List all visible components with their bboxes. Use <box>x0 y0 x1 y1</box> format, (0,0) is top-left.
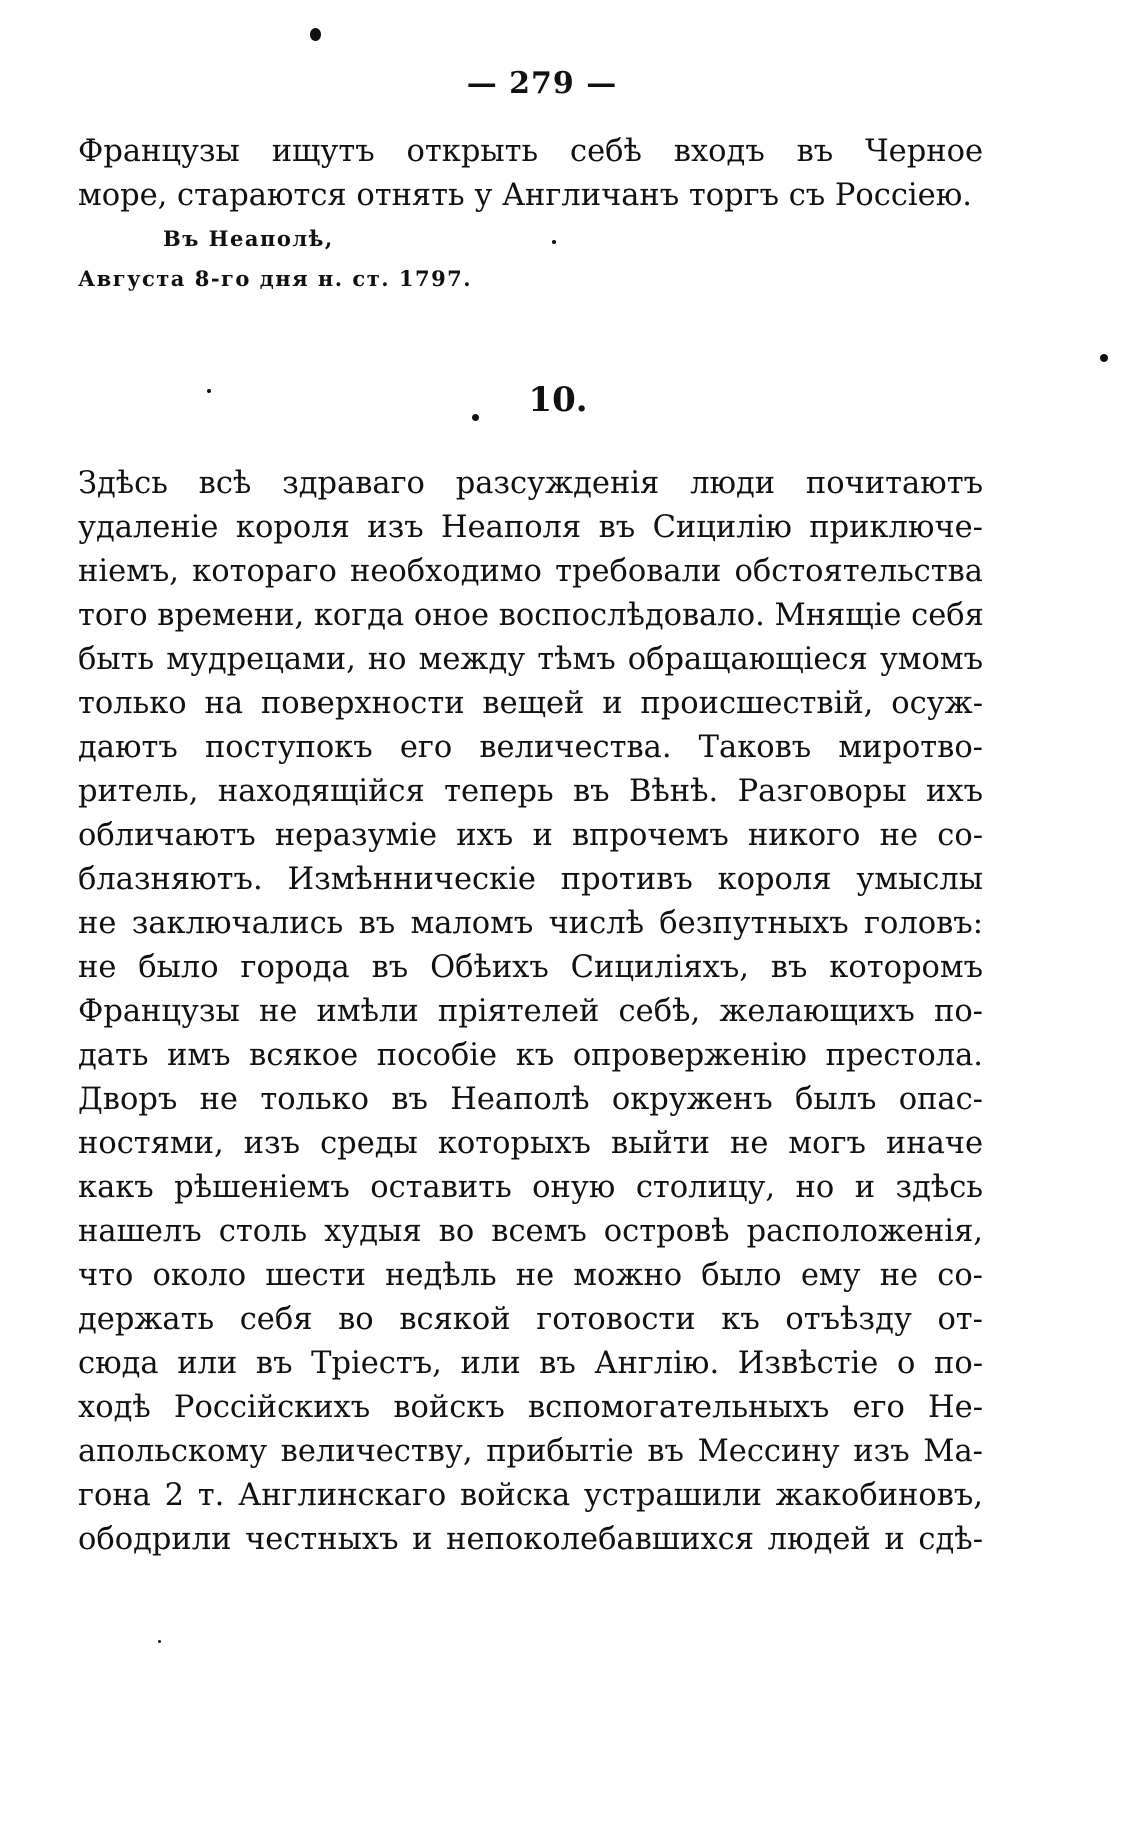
dateline-place: Въ Неаполѣ, <box>163 226 334 251</box>
ink-speck <box>552 240 556 244</box>
text-line: ритель, находящійся теперь въ Вѣнѣ. Разговоры ихъ <box>78 774 983 809</box>
text-line: не заключались въ маломъ числѣ безпутныхъ головъ: <box>78 906 983 941</box>
text-line: того времени, когда оное воспослѣдовало. Мнящіе себя <box>78 598 984 633</box>
text-line: блазняютъ. Измѣнническіе противъ короля умыслы <box>78 862 983 897</box>
text-line: гона 2 т. Англинскаго войска устрашили жакобиновъ, <box>78 1478 983 1513</box>
page-number: — 279 — <box>466 66 618 101</box>
text-line: быть мудрецами, но между тѣмъ обращающіеся умомъ <box>78 642 983 677</box>
text-line: Здѣсь всѣ здраваго разсужденія люди почитаютъ <box>78 466 983 501</box>
text-line: только на поверхности вещей и происшествій, осуж- <box>78 686 983 721</box>
section-number: 10. <box>528 380 588 420</box>
ink-speck <box>310 28 321 41</box>
text-line: ободрили честныхъ и непоколебавшихся людей и сдѣ- <box>78 1522 983 1557</box>
text-line: что около шести недѣль не можно было ему не со- <box>78 1258 983 1293</box>
text-line: ніемъ, котораго необходимо требовали обстоятельства <box>78 554 983 589</box>
text-line: не было города въ Обѣихъ Сициліяхъ, въ которомъ <box>78 950 983 985</box>
text-line: даютъ поступокъ его величества. Таковъ миротво- <box>78 730 983 765</box>
ink-speck <box>158 1640 161 1643</box>
dateline-date: Августа 8-го дня н. ст. 1797. <box>78 266 473 291</box>
text-line: ходѣ Россійскихъ войскъ вспомогательныхъ его Не- <box>78 1390 983 1425</box>
text-line: удаленіе короля изъ Неаполя въ Сицилію приключе- <box>78 510 983 545</box>
text-line: Дворъ не только въ Неаполѣ окруженъ былъ опас- <box>78 1082 983 1117</box>
ink-speck <box>207 389 211 393</box>
text-line: обличаютъ неразуміе ихъ и впрочемъ никого не со- <box>78 818 983 853</box>
ink-speck <box>1100 354 1108 362</box>
text-line: ностями, изъ среды которыхъ выйти не могъ иначе <box>78 1126 983 1161</box>
text-line: сюда или въ Тріестъ, или въ Англію. Извѣстіе о по- <box>78 1346 983 1381</box>
text-line: держать себя во всякой готовости къ отъѣзду от- <box>78 1302 983 1337</box>
ink-speck <box>472 414 479 421</box>
text-line: дать имъ всякое пособіе къ опроверженію престола. <box>78 1038 983 1073</box>
text-line: Французы не имѣли пріятелей себѣ, желающихъ по- <box>78 994 983 1029</box>
text-line: море, стараются отнять у Англичанъ торгъ съ Россіею. <box>78 178 972 213</box>
text-line: Французы ищутъ открыть себѣ входъ въ Черное <box>78 134 983 169</box>
text-line: нашелъ столь худыя во всемъ островѣ расположенія, <box>78 1214 983 1249</box>
text-line: апольскому величеству, прибытіе въ Мессину изъ Ма- <box>78 1434 983 1469</box>
text-line: какъ рѣшеніемъ оставить оную столицу, но и здѣсь <box>78 1170 983 1205</box>
